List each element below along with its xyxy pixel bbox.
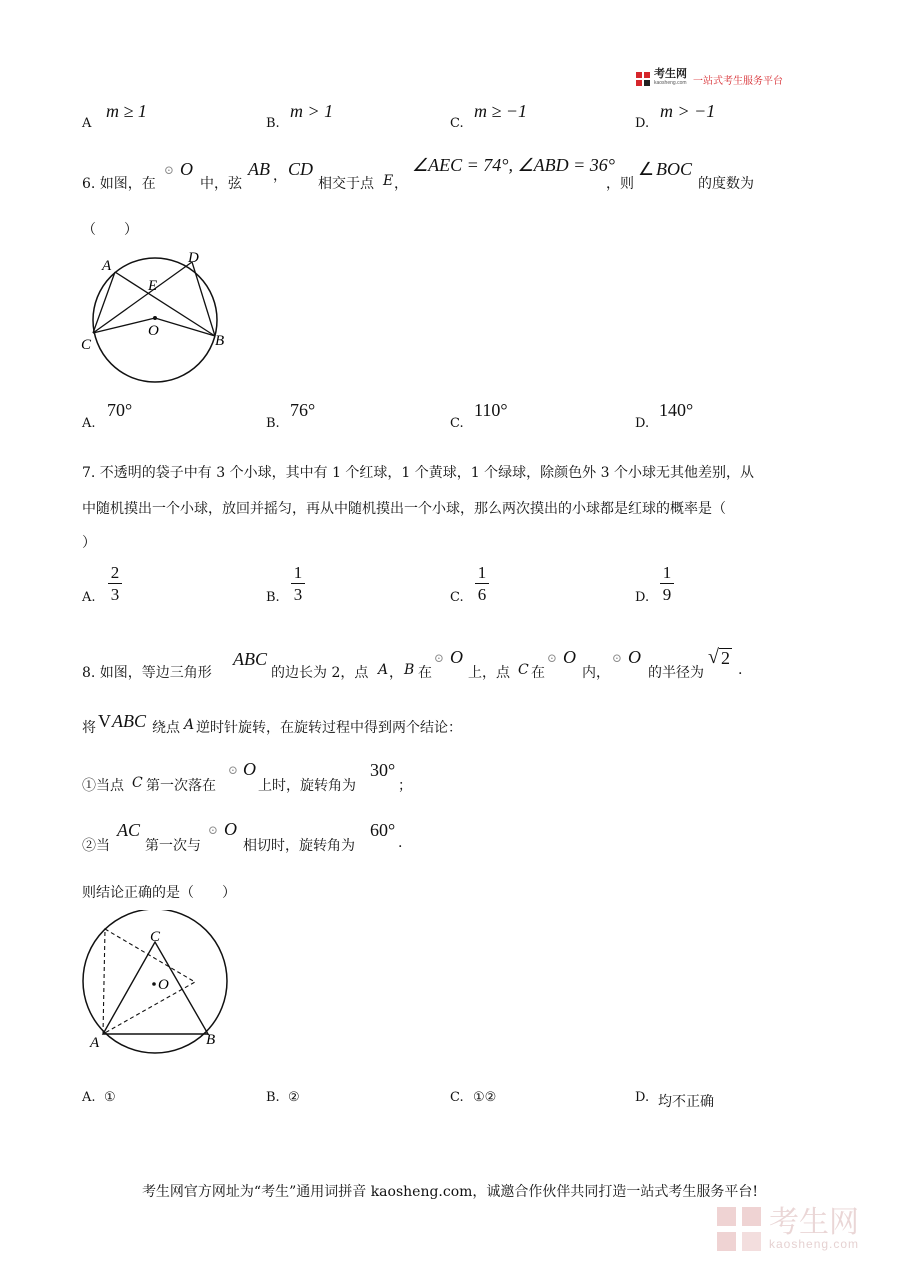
q6-center-dot — [153, 316, 157, 320]
q6-option-c-value: 110° — [474, 400, 508, 420]
q5-option-c-expr: m ≥ −1 — [474, 101, 528, 121]
q8-text-4: 在 — [418, 665, 432, 681]
q8-label-a: A — [90, 1035, 100, 1051]
q6-comma: ， — [273, 168, 287, 184]
q8-o-1: O — [450, 647, 463, 667]
q7-option-c-num: 1 — [477, 563, 487, 582]
q8-triangle-symbol: V — [98, 711, 111, 731]
q7-option-a-num: 2 — [110, 563, 120, 582]
q6-segment-ob — [155, 318, 215, 336]
q5-option-c-label: C. — [450, 116, 464, 131]
q8-rotate-text-2: 绕点 — [152, 720, 180, 736]
q7-line-2: 中随机摸出一个小球，放回并摇匀，再从中随机摸出一个小球，那么两次摸出的小球都是红球的概率是（ — [82, 501, 726, 517]
q6-segment-db — [192, 262, 215, 336]
q8-sqrt-symbol: √ — [708, 646, 719, 668]
q6-number: 6. 如图，在 — [82, 176, 156, 192]
logo-sub: kaosheng.com — [654, 80, 687, 86]
q6-text-2: 相交于点 — [318, 176, 374, 192]
q8-conclusion-2-a: ②当 — [82, 838, 110, 854]
q8-abc: ABC — [233, 649, 267, 669]
q8-period: . — [738, 662, 743, 678]
q8-center-dot — [152, 982, 156, 986]
q6-option-d-value: 140° — [659, 400, 694, 420]
q8-option-c-value: ①② — [473, 1090, 497, 1105]
q8-label-c: C — [150, 929, 161, 945]
q6-option-a-value: 70° — [107, 400, 133, 420]
q8-triangle-abc — [103, 942, 208, 1034]
q8-option-a-value: ① — [104, 1090, 116, 1105]
q5-option-b-expr: m > 1 — [290, 101, 334, 121]
q8-conclusion-2-b: 第一次与 — [145, 838, 201, 854]
q6-paren: （ ） — [82, 222, 138, 238]
q6-o: O — [180, 159, 193, 179]
q7-option-d-fraction — [660, 563, 674, 604]
q6-option-a-label: A. — [82, 416, 96, 431]
q8-rotate-text-1: 将 — [82, 720, 96, 736]
q8-a-2: A — [184, 717, 195, 733]
q6-ab: AB — [248, 159, 270, 179]
q8-text-5: 上，点 — [468, 665, 510, 681]
q7-option-b-num: 1 — [293, 563, 303, 582]
q7-option-c-label: C. — [450, 590, 464, 605]
q8-period-2: . — [398, 835, 403, 851]
q8-circle-symbol-3: ⊙ — [612, 651, 623, 665]
q8-ac: AC — [117, 820, 141, 840]
q8-c-2: C — [132, 775, 143, 791]
q5-option-d-expr: m > −1 — [660, 101, 716, 121]
q8-circle-symbol-4: ⊙ — [228, 763, 239, 777]
q8-circle-symbol-2: ⊙ — [547, 651, 558, 665]
q8-a: A — [378, 662, 389, 678]
q8-circle-symbol-1: ⊙ — [434, 651, 445, 665]
q7-option-d-label: D. — [635, 590, 650, 605]
q6-cd: CD — [288, 159, 314, 179]
q6-text-4: ，则 — [606, 176, 634, 192]
watermark-logo-icon — [715, 1205, 763, 1253]
q7-option-d-den: 9 — [662, 585, 672, 604]
q6-label-e: E — [148, 278, 158, 294]
q8-o-3: O — [628, 647, 641, 667]
q6-boc: BOC — [656, 159, 692, 179]
q6-label-a: A — [102, 258, 112, 274]
q6-text-3: ， — [394, 176, 408, 192]
q8-abc-2: ABC — [112, 711, 146, 731]
q6-label-b: B — [215, 333, 225, 349]
q8-rotate-text-3: 逆时针旋转，在旋转过程中得到两个结论： — [196, 720, 462, 736]
q8-option-b-label: B. — [266, 1090, 280, 1105]
q8-text-3: ， — [389, 665, 403, 681]
q5-option-b-label: B. — [266, 116, 280, 131]
q5-option-d-label: D. — [635, 116, 650, 131]
q6-e: E — [383, 173, 394, 189]
q8-label-o: O — [158, 977, 169, 993]
q6-option-d-label: D. — [635, 416, 650, 431]
q7-option-b-label: B. — [266, 590, 280, 605]
q5-option-a-label: A — [82, 116, 92, 131]
q8-option-d-label: D. — [635, 1090, 650, 1105]
q6-option-c-label: C. — [450, 416, 464, 431]
q8-circle-symbol-5: ⊙ — [208, 823, 219, 837]
q8-option-a-label: A. — [82, 1090, 96, 1105]
q6-figure — [78, 248, 238, 388]
q8-text-2: 的边长为 2，点 — [271, 665, 369, 681]
q8-text-7: 内， — [582, 665, 610, 681]
watermark-text: 考生网 — [769, 1205, 859, 1240]
q8-conclusion-1-a: ①当点 — [82, 778, 124, 794]
q6-circle-symbol: ⊙ — [164, 163, 175, 177]
q8-option-b-value: ② — [288, 1090, 300, 1105]
q6-option-b-label: B. — [266, 416, 280, 431]
q8-o-2: O — [563, 647, 576, 667]
q8-option-d-value: 均不正确 — [658, 1094, 714, 1110]
q8-deg-60: 60° — [370, 820, 396, 840]
q8-sqrt-two: 2 — [721, 648, 730, 668]
q6-angles: ∠AEC = 74°, ∠ABD = 36° — [412, 155, 615, 175]
logo-text: 考生网 — [654, 68, 687, 80]
logo-slogan: 一站式考生服务平台 — [693, 75, 783, 87]
q7-option-b-den: 3 — [293, 585, 303, 604]
q8-b: B — [404, 662, 415, 678]
q6-label-o: O — [148, 323, 159, 339]
q6-angle-symbol: ∠ — [638, 159, 655, 179]
logo-icon — [635, 71, 651, 87]
watermark — [715, 1205, 859, 1253]
q8-c: C — [518, 662, 529, 678]
site-logo[interactable] — [635, 70, 783, 88]
q8-o-4: O — [243, 759, 256, 779]
q7-option-b-fraction — [291, 563, 305, 604]
q7-option-a-label: A. — [82, 590, 96, 605]
q8-option-c-label: C. — [450, 1090, 464, 1105]
q8-conclusion-1-c: 上时，旋转角为 — [258, 778, 356, 794]
q7-option-a-den: 3 — [110, 585, 120, 604]
q6-segment-co — [93, 318, 155, 333]
q8-text-6: 在 — [531, 665, 545, 681]
q7-option-a-fraction — [108, 563, 122, 604]
footer-text: 考生网官方网址为“考生”通用词拼音 kaosheng.com，诚邀合作伙伴共同打造一站式考生服务平台! — [141, 1184, 759, 1200]
q8-semicolon: ； — [398, 778, 412, 794]
q8-text-1: 8. 如图，等边三角形 — [82, 665, 212, 681]
q5-option-a-expr: m ≥ 1 — [106, 101, 147, 121]
q8-figure — [78, 910, 238, 1060]
q8-deg-30: 30° — [370, 760, 396, 780]
q8-label-b: B — [206, 1032, 216, 1048]
q7-option-d-num: 1 — [662, 563, 672, 582]
q7-line-3: ） — [82, 535, 96, 551]
q8-text-8: 的半径为 — [648, 665, 704, 681]
q8-conclusion-1-b: 第一次落在 — [146, 778, 216, 794]
watermark-sub: kaosheng.com — [769, 1237, 860, 1251]
q6-text-1: 中，弦 — [200, 176, 242, 192]
q6-label-d: D — [188, 250, 199, 266]
q6-label-c: C — [81, 337, 92, 353]
q8-rotated-triangle — [103, 929, 195, 1034]
q6-text-5: 的度数为 — [698, 176, 754, 192]
q7-option-c-den: 6 — [477, 585, 487, 604]
q8-o-5: O — [224, 819, 237, 839]
q7-option-c-fraction — [475, 563, 489, 604]
q7-line-1: 7. 不透明的袋子中有 3 个小球，其中有 1 个红球，1 个黄球，1 个绿球，除颜色外 3 个小球无其他差别，从 — [82, 465, 754, 481]
q8-conclusion-2-c: 相切时，旋转角为 — [243, 838, 355, 854]
q6-option-b-value: 76° — [290, 400, 316, 420]
q8-ask: 则结论正确的是（ ） — [82, 885, 236, 901]
